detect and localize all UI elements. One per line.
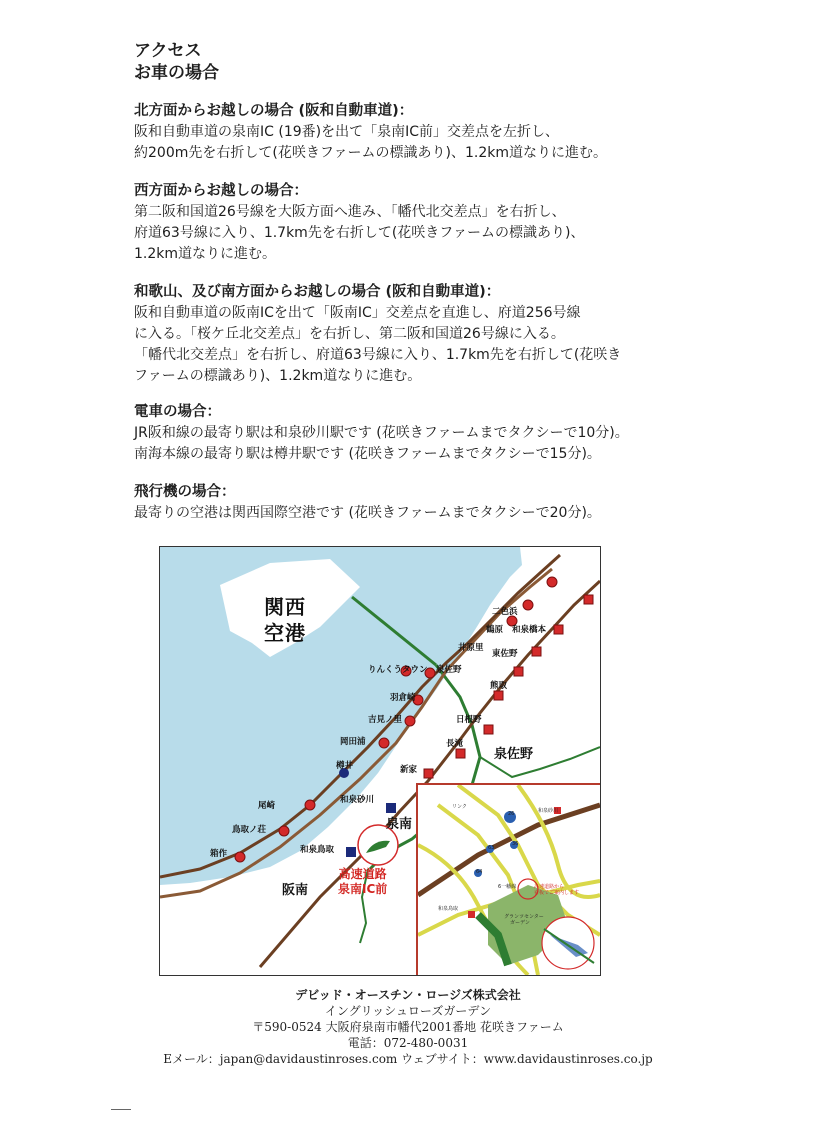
footer-phone: 電話：072-480-0031 [347,1036,469,1050]
map-station-okadaura: 岡田浦 [340,737,366,747]
footer-address: 〒590-0524 大阪府泉南市幡代2001番地 花咲きファーム [252,1020,564,1034]
section-line: 南海本線の最寄り駅は樽井駅です (花咲きファームまでタクシーで15分)。 [134,446,601,462]
map-station-izumi-sunagawa: 和泉砂川 [340,795,375,805]
section-heading: 北方面からお越しの場合 (阪和自動車道)： [134,103,414,119]
map-station-hagurazaki: 羽倉崎 [390,693,416,703]
title-by-car: お車の場合 [134,63,219,83]
section-line: 府道63号線に入り、1.7km先を右折して(花咲きファームの標識あり)、 [134,225,585,241]
page-title [134,40,219,84]
section-airplane [134,482,694,524]
section-line: 最寄りの空港は関西国際空港です (花咲きファームまでタクシーで20分)。 [134,505,601,521]
inset-map [416,783,601,976]
section-north [134,101,694,164]
section-train [134,402,694,465]
map-ic-label [338,867,387,897]
map-city-sennan: 泉南 [386,817,413,832]
map-city-hannan: 阪南 [282,883,309,898]
section-south [134,282,694,387]
title-access: アクセス [134,41,202,61]
map-station-tarui: 樽井 [336,761,354,771]
company-footer [0,987,816,1067]
inset-route-36: 36 [512,841,519,847]
map-station-rinku-town: りんくうタウン [368,665,428,675]
section-line: 「幡代北交差点」を右折し、府道63号線に入り、1.7km先を右折して(花咲き [134,347,622,363]
map-station-tsuruhara: 鶴原 [486,625,504,635]
map-airport-label-1: 関西 [264,595,306,619]
section-line: 約200m先を右折して(花咲きファームの標識あり)、1.2km道なりに進む。 [134,145,608,161]
inset-route-63: 63 [488,845,495,851]
inset-izumi-sunagawa: 和泉砂川 [538,808,559,814]
section-heading: 飛行機の場合： [134,484,236,500]
inset-garden-1: グランツセンター [504,914,544,920]
map-ic-label-line1: 高速道路 [338,867,387,881]
section-line: に入る。「桜ケ丘北交差点」を右折し、第二阪和国道26号線に入る。 [134,326,565,342]
inset-rinku: リンク [452,804,467,810]
map-station-kumatori: 熊取 [490,681,508,691]
map-station-shinge: 新家 [400,765,418,775]
section-line: 阪和自動車道の阪南ICを出て「阪南IC」交差点を直進し、府道256号線 [134,305,581,321]
inset-route-26: 26 [508,811,515,817]
map-station-hineno: 日根野 [456,715,482,725]
section-line: JR阪和線の最寄り駅は和泉砂川駅です (花咲きファームまでタクシーで10分)。 [134,425,629,441]
footer-company: デビッド・オースチン・ロージズ株式会社 [295,988,521,1002]
inset-farm-note-2: 看板でご案内します [534,890,580,896]
section-line: 第二阪和国道26号線を大阪方面へ進み、「幡代北交差点」を右折し、 [134,204,566,220]
map-city-izumisano: 泉佐野 [494,747,534,762]
map-airport-label-2: 空港 [264,621,306,645]
map-station-izumi-tottori: 和泉鳥取 [300,845,335,855]
map-station-izumi-hashimoto: 和泉橋本 [512,625,547,635]
inset-garden-2: ガーデン [510,920,530,926]
map-station-iharanosato: 井原里 [458,643,484,653]
footer-garden: イングリッシュローズガーデン [324,1004,492,1018]
map-station-ozaki: 尾崎 [258,801,276,811]
inset-route-64: 64 [476,869,483,875]
inset-hatasiro: 6一幡線 [498,884,517,890]
section-line: 1.2km道なりに進む。 [134,246,277,262]
section-heading: 西方面からお越しの場合： [134,183,308,199]
map-station-yoshiminosato: 吉見ノ里 [368,715,403,725]
access-map [159,546,601,976]
section-west [134,181,694,265]
map-ic-label-line2: 泉南IC前 [338,882,388,896]
map-station-tottorinosho: 鳥取ノ荘 [232,825,267,835]
inset-farm-note-1: 高速道路から [534,884,565,890]
map-station-izumisano: 泉佐野 [436,665,462,675]
section-line: 阪和自動車道の泉南IC (19番)を出て「泉南IC前」交差点を左折し、 [134,124,559,140]
map-station-hakotsukuri: 箱作 [210,849,228,859]
map-station-nagataki: 長滝 [446,739,464,749]
section-line: ファームの標識あり)、1.2km道なりに進む。 [134,368,422,384]
map-station-nishikinohama: 二色浜 [492,607,518,617]
inset-izumi-tottori: 和泉鳥取 [438,906,459,912]
map-station-higashisano: 東佐野 [492,649,518,659]
section-heading: 和歌山、及び南方面からお越しの場合 (阪和自動車道)： [134,284,501,300]
footer-email-web: Eメール：japan@davidaustinroses.com ウェブサイト：www.davidaustinroses.co.jp [163,1052,653,1066]
page-mark [111,1109,131,1110]
section-heading: 電車の場合： [134,404,221,420]
